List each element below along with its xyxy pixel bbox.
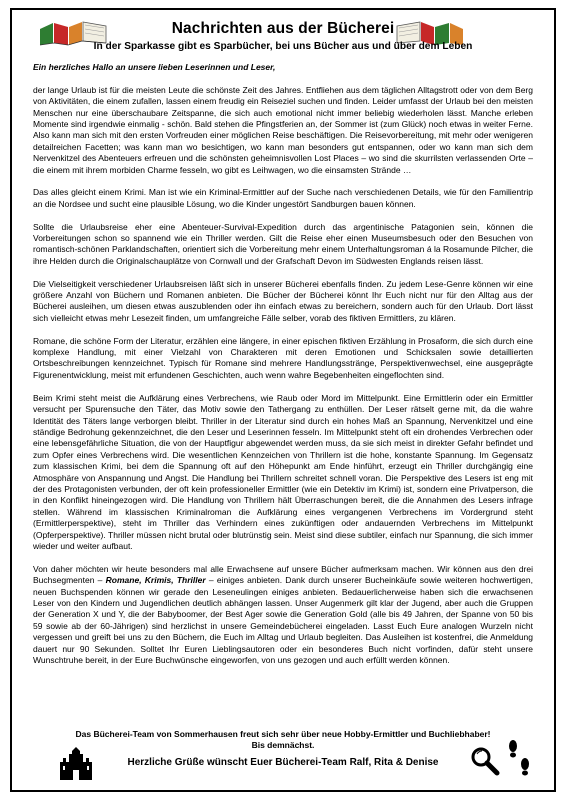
footprints-icon bbox=[505, 738, 533, 782]
page-title: Nachrichten aus der Bücherei bbox=[171, 20, 395, 37]
paragraph-text: – einiges anbieten. Dank durch unserer Bucheinkäufe sowie weiteren hochwertigen, neuen Buchspenden können wir gerade den Leseneulingen einiges anbieten. Bedauerlicherweise haben sich die erwachsenen Leser von den Kindern und Jugendlichen deutlich abhängen lassen. Unser Augenmerk gilt klar der Jugend, aber auch die Gruppen der Generation X und Y, die der Babyboomer, der Best Ager sowie die Generation Gold (alle bis 49 Jahren, der Spanne von 50 bis 59 sowie ab der 60-Jährigen) sind herzlichst in unsere Gemeindebücherei eingeladen. Lasst Euch Eure analogen Wurzeln nicht vergessen und greift bei uns zu den Büchern, die Euch im Alltag und Urlaub begleiten. Das Ausleihen ist kostenfrei, die Anmeldung dauert nur 90 Sekunden. Solltet Ihr Euren Lieblingsautoren oder ein besonderes Buch nicht vorfinden, dafür steht unsere Wunschtruhe bereit, in der Eure Buchwünsche eingeworfen, von uns gezogen und auch erfüllt werden können. bbox=[33, 575, 533, 666]
page-subtitle: In der Sparkasse gibt es Sparbücher, bei uns Bücher aus und über dem Leben bbox=[93, 41, 473, 52]
paragraph: Das alles gleicht einem Krimi. Man ist wie ein Kriminal-Ermittler auf der Suche nach verschiedenen Details, wie für den Familientrip an die Nordsee und sucht eine plausible Lösung, wo die Kinder ungestört Sandburgen bauen können. bbox=[33, 187, 533, 209]
paragraph: Beim Krimi steht meist die Aufklärung eines Verbrechens, wie Raub oder Mord im Mittelpunkt. Eine Ermittlerin oder ein Ermittler versucht per Spurensuche den Täter, das Motiv sowie den Tathergang zu enthüllen. Der Leser rätselt gerne mit, da die wahre Identität des Täters lange verborgen bleibt. Thriller in der Literatur sind durch ein hohes Maß an Spannung, Nervenkitzel und eine ständige Bedrohung gekennzeichnet, die den Leser und Leserinnen fesseln. Im Mittelpunkt steht oft ein drohendes Verbrechen oder eine lebensgefährliche Situation, die von der Hauptfigur abgewendet werden muss, da sie sich meist in direkter Gefahr befindet und zum Opfer eines Verbrechens wird. Die wesentlichen Kennzeichen von Thrillern ist die hohe, konstante Spannung. Im Gegensatz zum klassischen Krimi, bei dem die Spannung oft auf den Höhepunkt am Ende hinführt, erzeugt ein Thriller durchgängig eine Atmosphäre von Anspannung und Angst. Die Handlung bei Thrillern schreitet schnell voran. Die Perspektive des Lesers ist eng mit der des Protagonisten verbunden, der oft kein professioneller Ermittler (wie ein Detektiv im Krimi) ist, sondern eine Privatperson, die in den Konflikt hineingezogen wird. Die Handlung von Thrillern hält Überraschungen bereit, die die Annahmen des Lesers infrage stellen. Während im klassischen Kriminalroman die Aufklärung eines vergangenen Verbrechens im Vordergrund steht (Ermittlerperspektive), steht im Thriller das Verhindern eines zukünftigen oder andauernden Verbrechens im Mittelpunkt (Opferperspektive). Thriller müssen nicht brutal oder blutrünstig sein. Meist sind diese subtiler, einfach nur Spannung, die sich immer wieder und weiter aufbaut. bbox=[33, 392, 533, 551]
paragraph: Die Vielseitigkeit verschiedener Urlaubsreisen läßt sich in unserer Bücherei ebenfalls finden. Zu jedem Lese-Genre können wir eine größere Anzahl von Büchern und Romanen anbieten. Die Bücher der Bücherei könnt Ihr Euch nicht nur für den Alltag aus der Bücherei ausleihen, um diesen etwas auszublenden oder ihn einfach etwas zu bereichern, sondern auch für den Urlaub. Dort lässt sich vielleicht etwas mehr Lesezeit finden, um umfangreiche Fälle selber, vorab des fiktiven Ermittlers, zu klären. bbox=[33, 278, 533, 323]
paragraph: Romane, die schöne Form der Literatur, erzählen eine längere, in einer epischen fiktiven Erzählung in Prosaform, die sich durch eine komplexe Handlung, mit einer Vielzahl von Charakteren mit deren Emotionen und Schicksalen sowie detaillierten Ortsbeschreibungen kennzeichnet. Typisch für Romane sind mehrere Handlungsstränge, Perspektivenwechsel, eine ausgeprägte Figurenentwicklung, meist mit erfundenen Geschichten, auch wenn wahre Begebenheiten eingeflochten sind. bbox=[33, 335, 533, 380]
paragraph: der lange Urlaub ist für die meisten Leute die schönste Zeit des Jahres. Entfliehen aus dem täglichen Alltagstrott oder von dem Berg von Aktivitäten, die einem zufallen, lassen einem freudig ein Reiseziel suchen und finden. Leider umfasst der Urlaub bei den meisten Menschen nur eine überschaubare Zeitspanne, die sich auch emotional nicht immer beliebig wiederholen lässt. Manche erleben Momente sind irgendwie einmalig - schön. Bald stehen die Pfingstferien an, der Sommer ist (zum Glück) noch etwas in weiter Ferne. Also kann man sich mit den ersten Vorfreuden einer möglichen Reise beschäftigen. Die Reisevorbereitung, mit mehr oder wenigeren detailreichen Facetten; was kann man wo besichtigen, wo kann man besonders gut entspannen, oder wo kann man sich dem Nervenkitzel des Abenteuers erfreuen und die schönsten geheimnisvollen Lost Places – wo sind die skurrilsten verlassenden Orte – die einem mit ihrem morbiden Charme fesseln, wo gibt es Leihwagen, wo die einsamsten Strände … bbox=[33, 84, 533, 175]
magnifying-glass-icon bbox=[470, 746, 500, 776]
closing-line: Bis demnächst. bbox=[251, 740, 315, 751]
closing-line: Das Bücherei-Team von Sommerhausen freut sich sehr über neue Hobby-Ermittler und Buchliebhaber! bbox=[75, 729, 491, 739]
paragraph: Sollte die Urlaubsreise eher eine Abenteuer-Survival-Expedition durch das argentinische Patagonien sein, können die Vorbereitungen schon so spannend wie ein Thriller werden. Gilt die Reise eher einen Museumsbesuch oder den Besuchen von romantisch-schönen Parklandschaften, orientiert sich die Vorbereitung mehr einem Unterhaltungsroman á la Rosamunde Pilcher, die ihre Helden durch die Originalschauplätze von Cornwall und der Grafschaft Devon im Südwesten Englands reisen lässt. bbox=[33, 221, 533, 266]
castle-icon bbox=[58, 746, 94, 782]
paragraph-text: Von daher möchten wir heute besonders mal alle Erwachsene auf unsere Bücher aufmerksam machen. Wir können aus den drei Buchsegmenten – bbox=[33, 563, 533, 586]
genre-list: Romane, Krimis, Thriller bbox=[105, 575, 206, 586]
signature: Herzliche Grüße wünscht Euer Bücherei-Team Ralf, Rita & Denise bbox=[127, 757, 439, 768]
article-body bbox=[33, 62, 533, 678]
greeting: Ein herzliches Hallo an unsere lieben Leserinnen und Leser, bbox=[33, 62, 276, 72]
paragraph bbox=[33, 564, 533, 667]
